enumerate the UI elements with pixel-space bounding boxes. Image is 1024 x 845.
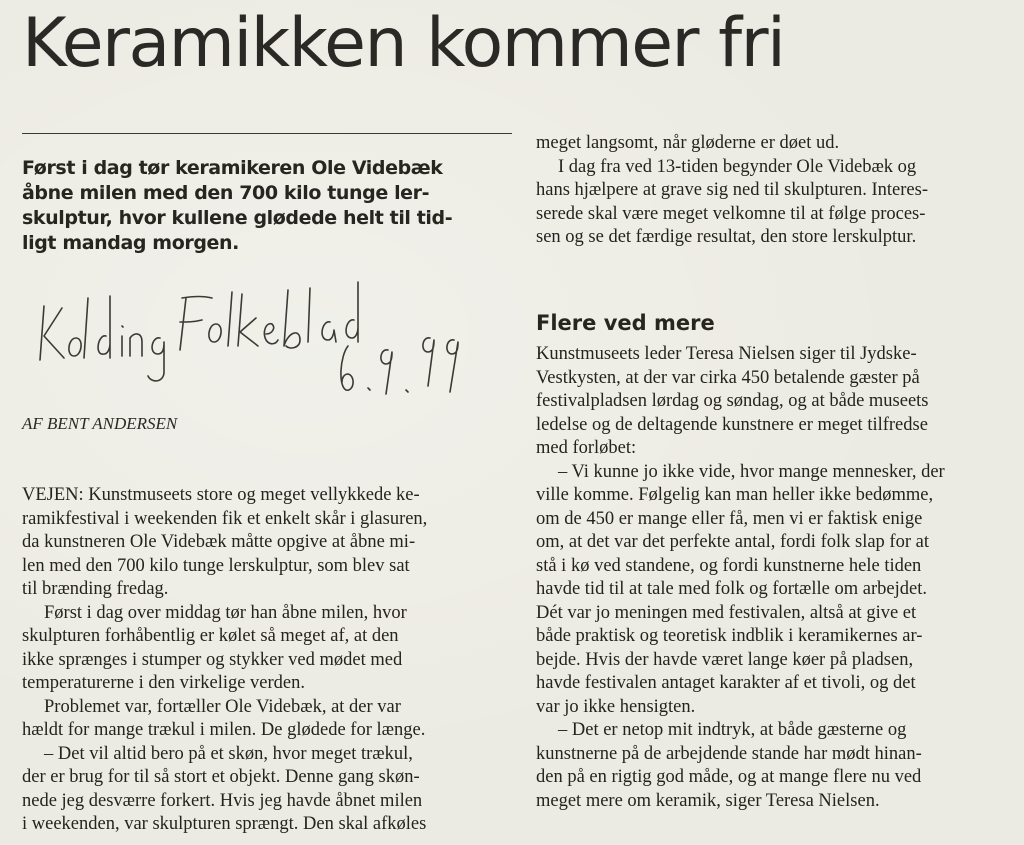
lead-line: Først i dag tør keramikeren Ole Videbæk (22, 157, 443, 179)
text-line: I dag fra ved 13-tiden begynder Ole Videbæk og (558, 156, 917, 177)
text-line: Kunstmuseets leder Teresa Nielsen siger til Jydske- (536, 344, 917, 364)
handwritten-source-note (30, 276, 470, 406)
text-line: der er brug for til så stort et objekt. Denne gang skøn- (22, 767, 420, 787)
text-line: skulpturen forhåbentlig er kølet så meget af, at den (22, 626, 399, 646)
text-line: da kunstneren Ole Videbæk måtte opgive at åbne mi- (22, 532, 416, 552)
subheading: Flere ved mere (536, 311, 715, 335)
text-line: med forløbet: (536, 438, 637, 458)
text-line: – Det er netop mit indtryk, at både gæsterne og (558, 720, 907, 740)
body-column-right-main (536, 343, 1014, 813)
headline: Keramikken kommer fri (22, 4, 785, 83)
text-line: hældt for mange trækul i milen. De glødede for længe. (22, 720, 426, 740)
text-line: Først i dag over middag tør han åbne milen, hvor (44, 602, 407, 623)
text-line: serede skal være meget velkomne til at følge proces- (536, 203, 926, 224)
text-line: ramikfestival i weekenden fik et enkelt skår i glasuren, (22, 508, 428, 529)
body-column-right-top (536, 132, 1014, 250)
text-line: var jo ikke hensigten. (536, 696, 696, 717)
text-line: meget langsomt, når gløderne er døet ud. (536, 133, 840, 153)
text-line: den på en rigtig god måde, og at mange flere nu ved (536, 767, 922, 787)
text-line: ikke sprænges i stumper og stykker ved mødet med (22, 649, 403, 670)
text-line: Vestkysten, at der var cirka 450 betalende gæster på (536, 367, 920, 388)
text-line: både praktisk og teoretisk indblik i keramikernes ar- (536, 626, 923, 646)
text-line: Dét var jo meningen med festivalen, altså at give et (536, 602, 917, 623)
text-line: Problemet var, fortæller Ole Videbæk, at der var (44, 696, 401, 717)
text-line: til brænding fredag. (22, 579, 169, 599)
text-line: havde festivalen antaget karakter af et tivoli, og det (536, 673, 916, 693)
text-line: sen og se det færdige resultat, den store lerskulptur. (536, 227, 917, 247)
lead-line: åbne milen med den 700 kilo tunge ler- (22, 182, 430, 204)
text-line: om, at det var det perfekte antal, fordi folk slap for at (536, 532, 929, 552)
byline: AF BENT ANDERSEN (22, 414, 178, 433)
text-line: festivalpladsen lørdag og søndag, og at både museets (536, 391, 929, 411)
text-line: meget mere om keramik, siger Teresa Nielsen. (536, 790, 880, 811)
text-line: len med den 700 kilo tunge lerskulptur, som blev sat (22, 555, 410, 576)
text-line: havde tid til at tale med folk og fortælle om arbejdet. (536, 579, 927, 599)
text-line: ville komme. Følgelig kan man heller ikke bedømme, (536, 485, 934, 505)
text-line: – Det vil altid bero på et skøn, hvor meget trækul, (44, 743, 413, 764)
text-line: – Vi kunne jo ikke vide, hvor mange mennesker, der (558, 461, 945, 482)
text-line: nede jeg desværre forkert. Hvis jeg havde åbnet milen (22, 790, 423, 811)
text-line: ledelse og de deltagende kunstnere er meget tilfredse (536, 414, 928, 435)
text-line: temperaturerne i den virkelige verden. (22, 673, 306, 693)
text-line: i weekenden, var skulpturen sprængt. Den skal afkøles (22, 814, 427, 834)
text-line: bejde. Hvis der havde været lange køer på pladsen, (536, 649, 914, 670)
lead-line: skulptur, hvor kullene glødede helt til tid- (22, 207, 453, 229)
text-line: hans hjælpere at grave sig ned til skulpturen. Interes- (536, 180, 928, 200)
text-line: VEJEN: Kunstmuseets store og meget vellykkede ke- (22, 485, 420, 505)
text-line: stå i kø ved standene, og fordi kunstnerne hele tiden (536, 555, 922, 576)
lead-line: ligt mandag morgen. (22, 232, 239, 254)
body-column-left (22, 484, 508, 837)
text-line: om de 450 er mange eller få, men vi er faktisk enige (536, 508, 923, 529)
lead-paragraph (22, 156, 510, 256)
headline-rule (22, 133, 512, 134)
text-line: kunstnerne på de arbejdende stande har mødt hinan- (536, 743, 922, 764)
